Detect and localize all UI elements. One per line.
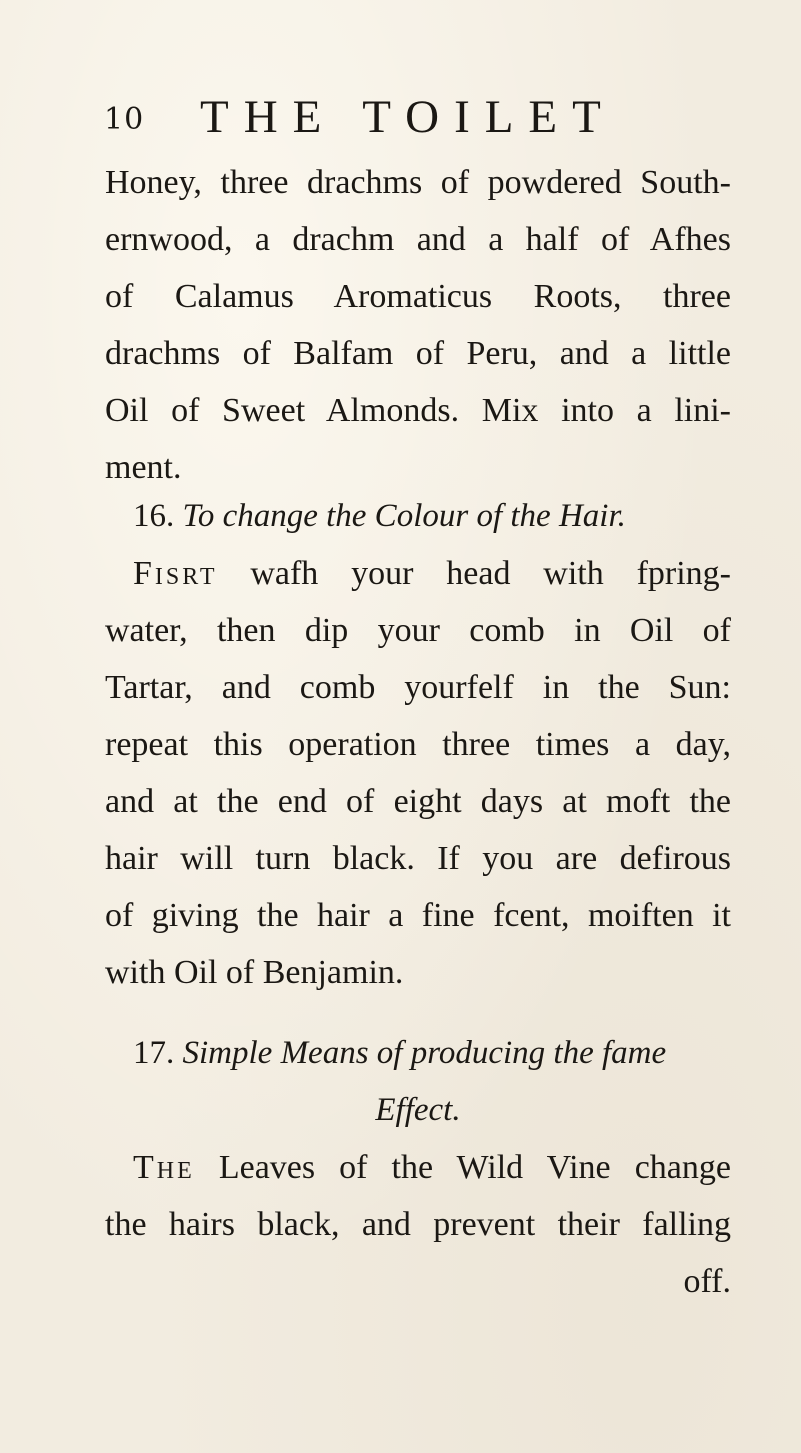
drop-word: The — [133, 1149, 195, 1186]
text-line: ernwood, a drachm and a half of Afhes — [105, 221, 731, 258]
page-number: 10 — [104, 102, 145, 137]
text-line: of giving the hair a fine fcent, moiften it — [105, 897, 731, 934]
text-line: hair will turn black. If you are defirous — [105, 840, 731, 877]
section-number: 16. — [133, 498, 175, 534]
page-header — [0, 88, 801, 143]
drop-word: Fisrt — [133, 555, 218, 592]
text-line: and at the end of eight days at moft the — [105, 783, 731, 820]
section-title-continued: Effect. — [375, 1092, 461, 1128]
text-line — [105, 1139, 731, 1196]
section-16 — [105, 488, 731, 1001]
section-heading — [105, 488, 731, 545]
text-line: Tartar, and comb yourfelf in the Sun: — [105, 669, 731, 706]
paragraph-continued — [105, 154, 731, 496]
text-line: with Oil of Benjamin. — [105, 954, 404, 991]
text-fragment: Leaves of the Wild Vine change — [194, 1149, 731, 1186]
section-title: To change the Colour of the Hair. — [182, 498, 626, 534]
section-title: Simple Means of producing the fame — [182, 1035, 667, 1071]
text-line — [105, 545, 731, 602]
text-line: the hairs black, and prevent their falling — [105, 1206, 731, 1243]
text-line: ment. — [105, 449, 182, 486]
text-line: water, then dip your comb in Oil of — [105, 612, 731, 649]
section-number: 17. — [133, 1035, 175, 1071]
text-line: Honey, three drachms of powdered South- — [105, 164, 731, 201]
section-17 — [105, 1025, 731, 1310]
text-line: of Calamus Aromaticus Roots, three — [105, 278, 731, 315]
text-line: Oil of Sweet Almonds. Mix into a lini- — [105, 392, 731, 429]
text-line: drachms of Balfam of Peru, and a little — [105, 335, 731, 372]
text-line: off. — [683, 1263, 731, 1300]
running-title: THE TOILET — [200, 91, 616, 143]
text-fragment: wafh your head with fpring- — [217, 555, 731, 592]
text-line: repeat this operation three times a day, — [105, 726, 731, 763]
section-heading — [105, 1025, 731, 1082]
